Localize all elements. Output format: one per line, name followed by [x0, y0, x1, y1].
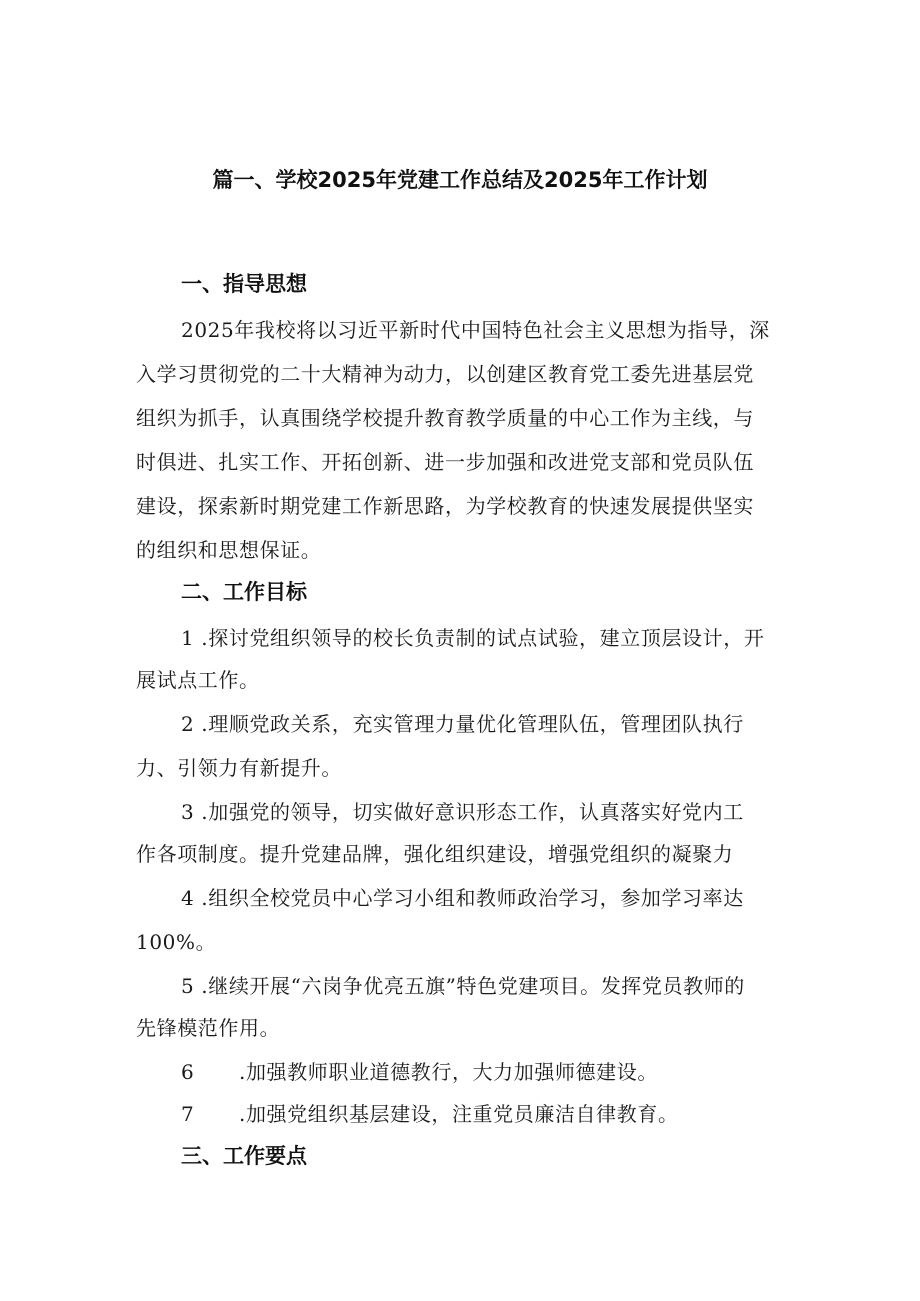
- item-text: .加强教师职业道德教行，大力加强师德建设。: [239, 1060, 658, 1084]
- list-item-cont: 先锋模范作用。: [136, 1016, 281, 1040]
- list-item: [181, 1098, 679, 1127]
- page-title: 篇一、学校2025年党建工作总结及2025年工作计划: [212, 168, 708, 192]
- list-item-cont: 作各项制度。提升党建品牌，强化组织建设，增强党组织的凝聚力: [136, 842, 734, 866]
- list-item-cont: 展试点工作。: [136, 668, 260, 692]
- list-item: [181, 708, 744, 737]
- paragraph-line: 入学习贯彻党的二十大精神为动力，以创建区教育党工委先进基层党: [136, 362, 754, 386]
- section-heading-2: 二、工作目标: [181, 580, 307, 604]
- item-number: 6: [181, 1060, 195, 1084]
- list-item: [181, 1056, 658, 1085]
- paragraph-line: 建设，探索新时期党建工作新思路，为学校教育的快速发展提供坚实: [136, 494, 754, 518]
- item-text: .理顺党政关系，充实管理力量优化管理队伍，管理团队执行: [201, 712, 744, 736]
- item-number: 3: [181, 800, 195, 824]
- paragraph-line: 组织为抓手，认真围绕学校提升教育教学质量的中心工作为主线，与: [136, 406, 754, 430]
- list-item: [181, 622, 764, 651]
- paragraph-line: 时俱进、扎实工作、开拓创新、进一步加强和改进党支部和党员队伍: [136, 450, 754, 474]
- item-text: .加强党组织基层建设，注重党员廉洁自律教育。: [239, 1102, 679, 1126]
- item-number: 2: [181, 712, 195, 736]
- section-heading-3: 三、工作要点: [181, 1144, 307, 1168]
- item-number: 7: [181, 1102, 195, 1126]
- paragraph-line: 2025年我校将以习近平新时代中国特色社会主义思想为指导，深: [181, 318, 770, 342]
- list-item-cont: 100%。: [136, 930, 217, 954]
- item-text: .继续开展“六岗争优亮五旗”特色党建项目。发挥党员教师的: [201, 974, 745, 998]
- item-number: 4: [181, 886, 195, 910]
- list-item: [181, 970, 745, 999]
- item-number: 1: [181, 626, 195, 650]
- list-item: [181, 796, 744, 825]
- item-text: .组织全校党员中心学习小组和教师政治学习，参加学习率达: [201, 886, 744, 910]
- item-text: .探讨党组织领导的校长负责制的试点试验，建立顶层设计，开: [201, 626, 765, 650]
- item-text: .加强党的领导，切实做好意识形态工作，认真落实好党内工: [201, 800, 744, 824]
- list-item: [181, 882, 744, 911]
- list-item-cont: 力、引领力有新提升。: [136, 756, 342, 780]
- paragraph-line: 的组织和思想保证。: [136, 538, 322, 562]
- section-heading-1: 一、指导思想: [181, 272, 307, 296]
- item-number: 5: [181, 974, 195, 998]
